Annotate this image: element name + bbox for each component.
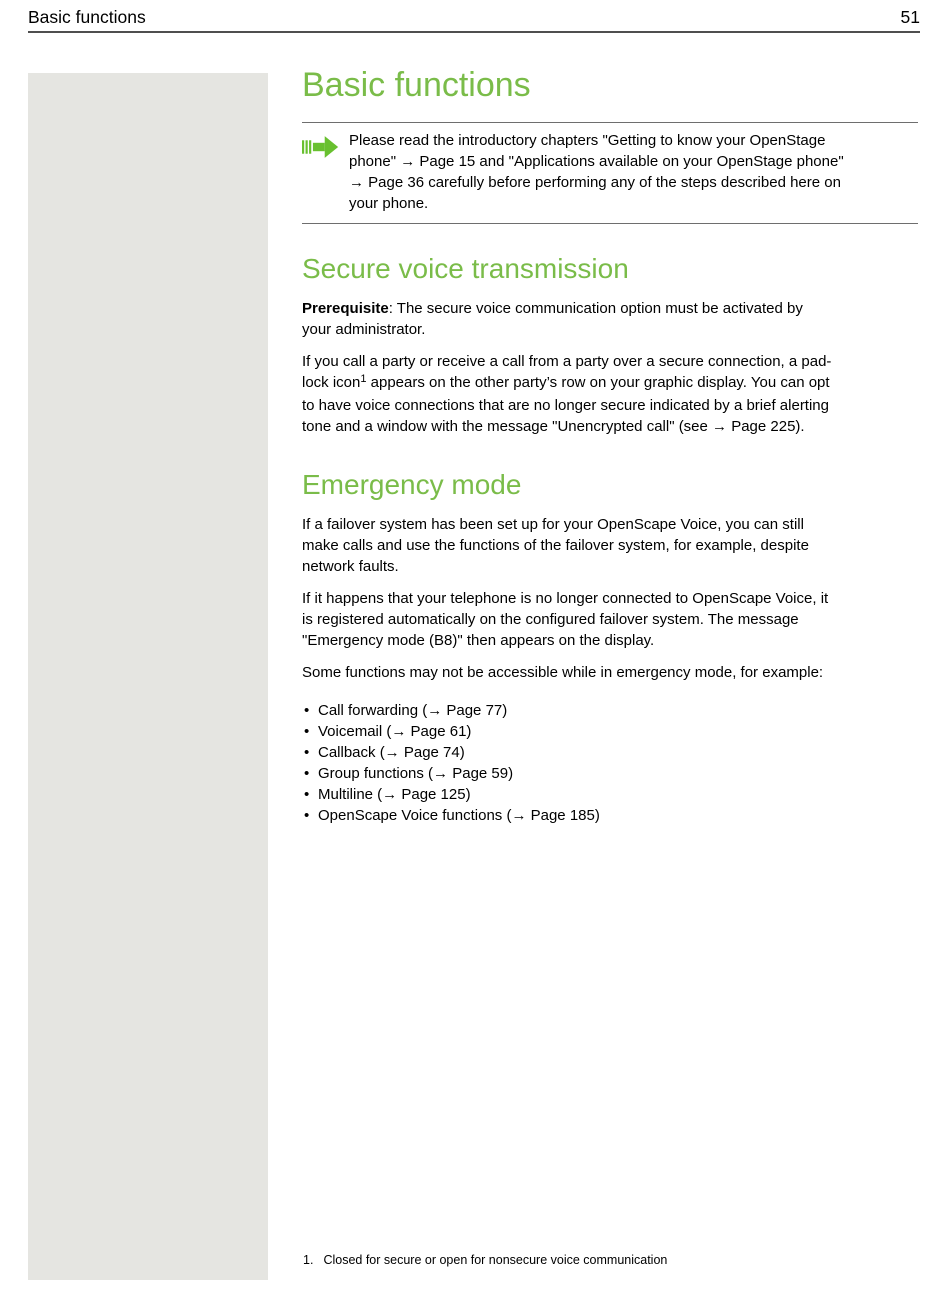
paragraph-line: If it happens that your telephone is no longer connected to OpenScape Voice, it xyxy=(302,590,829,607)
footnote-text: Closed for secure or open for nonsecure voice communication xyxy=(323,1253,668,1267)
content-column xyxy=(302,60,918,826)
paragraph-line xyxy=(302,372,918,395)
paragraph-line: is registered automatically on the configured failover system. The message xyxy=(302,611,799,628)
note-line: → Page 36 carefully before performing any of the steps described here on xyxy=(349,174,841,191)
paragraph-line: If a failover system has been set up for your OpenScape Voice, you can still xyxy=(302,516,804,533)
footnote-reference: 1 xyxy=(360,373,367,385)
list-item: • Call forwarding (→ Page 77) xyxy=(302,700,918,721)
paragraph-prerequisite xyxy=(302,298,918,340)
header-page-number: 51 xyxy=(900,6,920,27)
section-heading-emergency-mode: Emergency mode xyxy=(302,469,522,500)
paragraph-line xyxy=(302,298,918,319)
paragraph-line: "Emergency mode (B8)" then appears on the display. xyxy=(302,632,655,649)
footnote xyxy=(303,1252,667,1268)
list-item: • OpenScape Voice functions (→ Page 185) xyxy=(302,805,918,826)
note-line: phone" → Page 15 and "Applications available on your OpenStage phone" xyxy=(349,153,844,170)
list-item: • Multiline (→ Page 125) xyxy=(302,784,918,805)
paragraph-bullet-intro: Some functions may not be accessible while in emergency mode, for example: xyxy=(302,664,824,681)
note-text xyxy=(349,130,844,214)
footnote-marker: 1. xyxy=(303,1253,314,1267)
list-item: • Group functions (→ Page 59) xyxy=(302,763,918,784)
paragraph-line: If you call a party or receive a call from a party over a secure connection, a pad- xyxy=(302,353,832,370)
paragraph-line: tone and a window with the message "Unencrypted call" (see → Page 225). xyxy=(302,418,805,435)
paragraph-failover xyxy=(302,514,918,577)
paragraph-registered xyxy=(302,588,918,651)
section-heading-secure-voice: Secure voice transmission xyxy=(302,253,629,284)
running-header xyxy=(28,0,920,33)
header-chapter-title: Basic functions xyxy=(28,6,146,27)
note-icon-cell xyxy=(302,130,349,214)
paragraph-text: : The secure voice communication option must be activated by xyxy=(388,300,803,317)
list-item: • Voicemail (→ Page 61) xyxy=(302,721,918,742)
sidebar-margin-block xyxy=(28,73,268,1280)
paragraph-line: network faults. xyxy=(302,558,399,575)
prerequisite-label: Prerequisite xyxy=(302,300,389,317)
paragraph-line: your administrator. xyxy=(302,321,426,338)
paragraph-text: lock icon xyxy=(302,374,361,391)
page-title: Basic functions xyxy=(302,66,531,104)
note-line: Please read the introductory chapters "Getting to know your OpenStage xyxy=(349,132,826,149)
fast-forward-arrow-icon xyxy=(302,147,339,164)
paragraph-line: to have voice connections that are no longer secure indicated by a brief alerting xyxy=(302,397,829,414)
restricted-functions-list xyxy=(302,700,918,826)
note-line: your phone. xyxy=(349,195,429,212)
list-item: • Callback (→ Page 74) xyxy=(302,742,918,763)
paragraph-line: make calls and use the functions of the failover system, for example, despite xyxy=(302,537,809,554)
note-box xyxy=(302,122,918,224)
paragraph-text: appears on the other party’s row on your graphic display. You can opt xyxy=(366,374,830,391)
paragraph-secure-connection xyxy=(302,351,918,437)
